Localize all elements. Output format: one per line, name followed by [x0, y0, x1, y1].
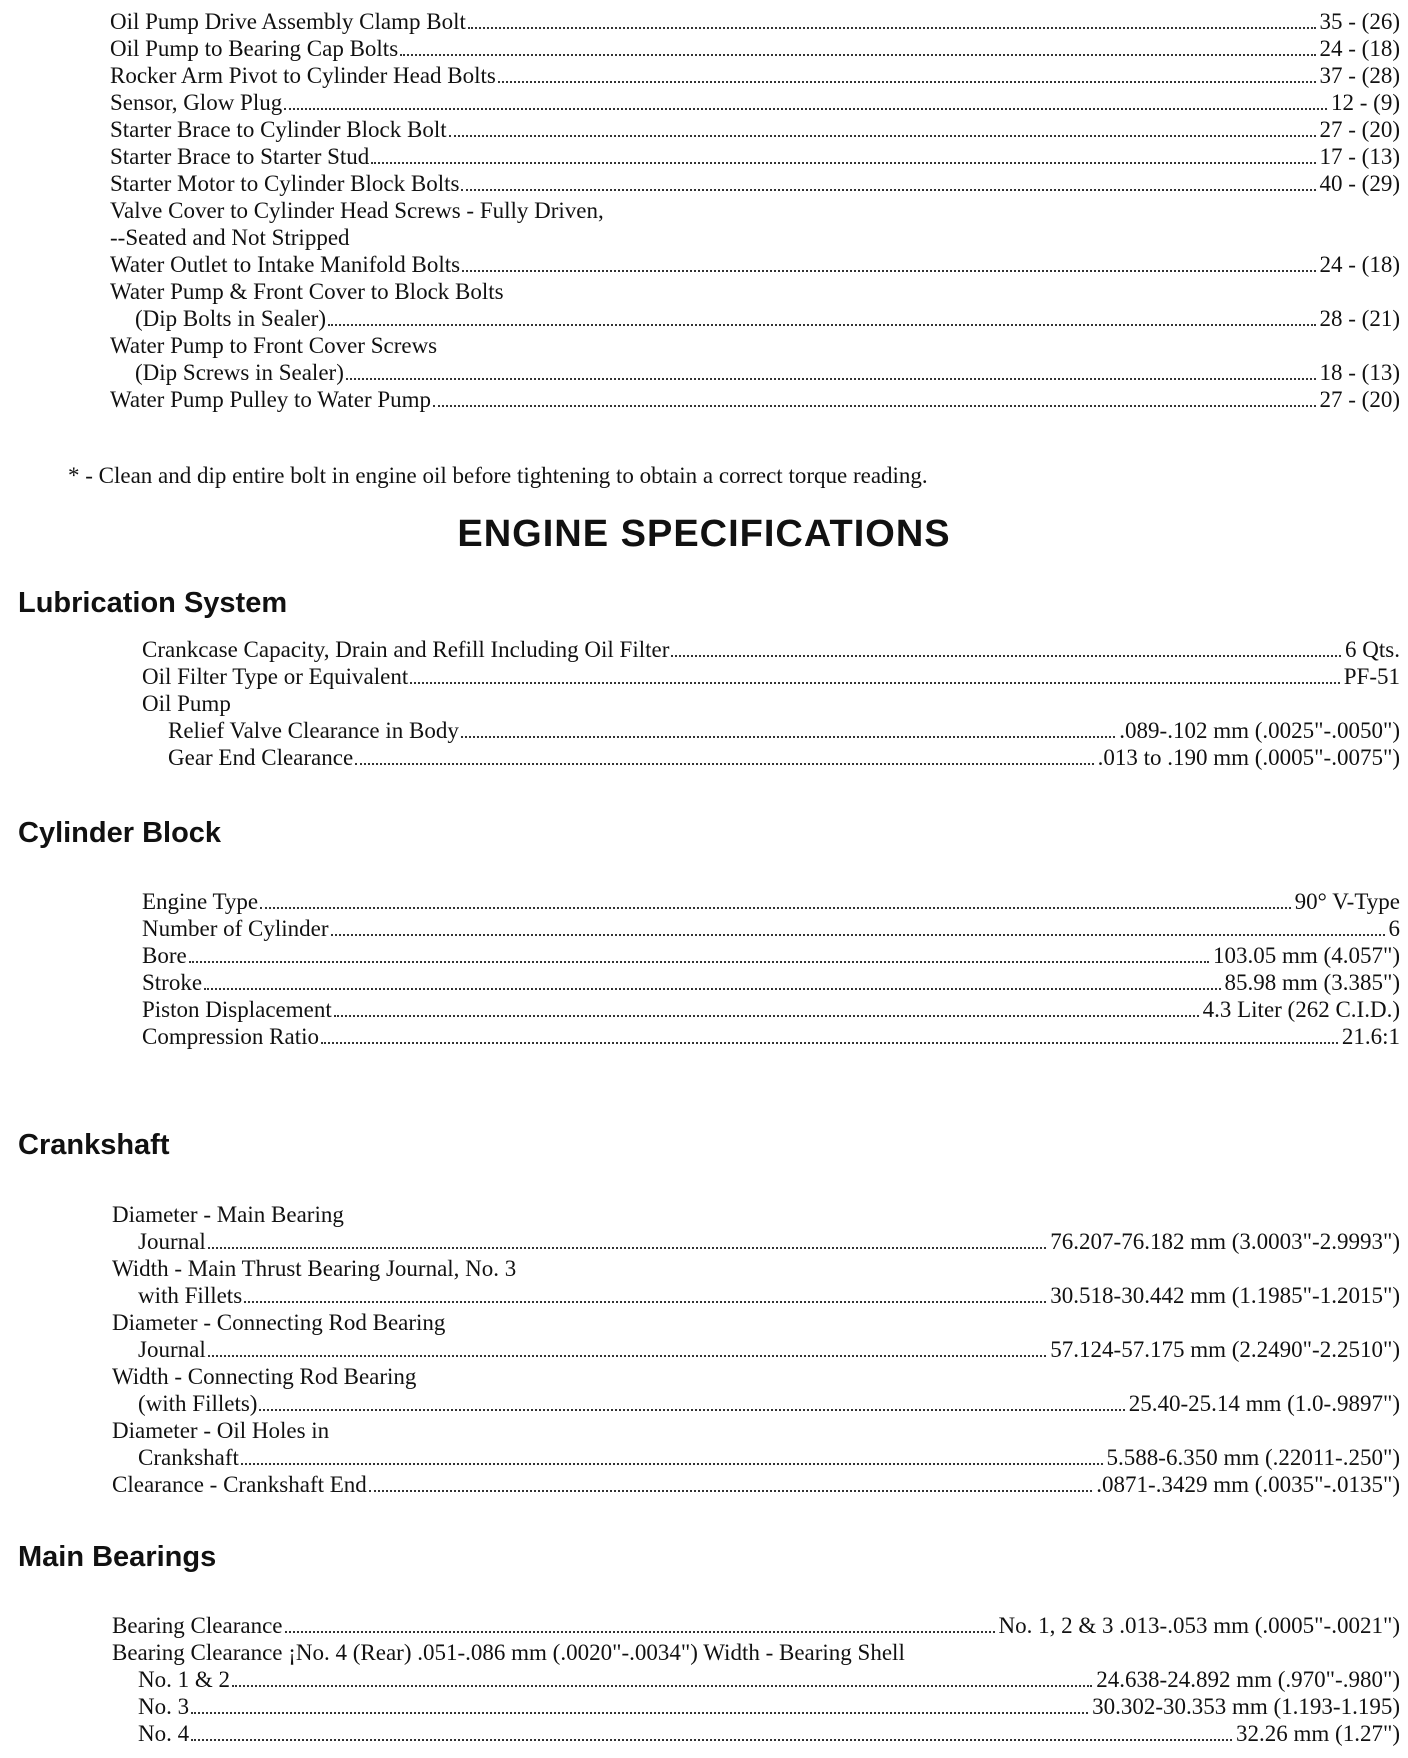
row-value: 35 - (26) [1319, 9, 1400, 34]
spec-row [112, 1417, 1400, 1444]
spec-row [112, 1201, 1400, 1228]
row-label: Diameter - Oil Holes in [112, 1418, 330, 1443]
row-label: Oil Pump to Bearing Cap Bolts [110, 36, 399, 61]
row-label: Water Pump & Front Cover to Block Bolts [110, 279, 504, 304]
row-label: Oil Pump Drive Assembly Clamp Bolt [110, 9, 466, 34]
row-value: 25.40-25.14 mm (1.0-.9897") [1128, 1391, 1400, 1416]
row-value: 57.124-57.175 mm (2.2490"-2.2510") [1050, 1337, 1400, 1362]
dot-leader [191, 1712, 1088, 1714]
spec-row [142, 690, 1400, 717]
dot-leader [191, 1739, 1232, 1741]
row-label: Bearing Clearance ¡No. 4 (Rear) .051-.086 mm (.0020"-.0034") Width - Bearing Shell [112, 1640, 905, 1665]
dot-leader [400, 54, 1315, 56]
spec-row [142, 969, 1400, 996]
row-label: No. 3 [138, 1694, 190, 1719]
torque-row [110, 170, 1400, 197]
dot-leader [204, 988, 1220, 990]
row-label: Relief Valve Clearance in Body [168, 718, 459, 743]
dot-leader [232, 1685, 1092, 1687]
row-label: Water Outlet to Intake Manifold Bolts [110, 252, 461, 277]
row-label: Sensor, Glow Plug [110, 90, 283, 115]
spec-row [138, 1693, 1400, 1720]
dot-leader [449, 135, 1316, 137]
row-label: Width - Connecting Rod Bearing [112, 1364, 417, 1389]
dot-leader [498, 81, 1316, 83]
dot-leader [328, 324, 1316, 326]
row-value: 21.6:1 [1341, 1024, 1400, 1049]
torque-row [110, 224, 1400, 251]
spec-row [142, 915, 1400, 942]
spec-row [138, 1390, 1400, 1417]
row-value: 5.588-6.350 mm (.22011-.250") [1106, 1445, 1400, 1470]
dot-leader [321, 1042, 1338, 1044]
dot-leader [461, 189, 1315, 191]
row-label: with Fillets [138, 1283, 243, 1308]
dot-leader [355, 763, 1093, 765]
row-value: 24.638-24.892 mm (.970"-.980") [1096, 1667, 1400, 1692]
row-value: 40 - (29) [1319, 171, 1400, 196]
row-label: Gear End Clearance [168, 745, 354, 770]
row-label: Water Pump to Front Cover Screws [110, 333, 438, 358]
row-label: Journal [138, 1229, 206, 1254]
dot-leader [241, 1463, 1103, 1465]
spec-row [142, 1023, 1400, 1050]
row-value: 37 - (28) [1319, 63, 1400, 88]
row-value: 12 - (9) [1331, 90, 1400, 115]
spec-row [138, 1666, 1400, 1693]
torque-row [110, 332, 1400, 359]
dot-leader [410, 682, 1339, 684]
row-value: 17 - (13) [1319, 144, 1400, 169]
row-value: .089-.102 mm (.0025"-.0050") [1119, 718, 1400, 743]
spec-row [112, 1309, 1400, 1336]
row-label: Compression Ratio [142, 1024, 319, 1049]
torque-row [110, 62, 1400, 89]
row-label: Crankcase Capacity, Drain and Refill Including Oil Filter [142, 637, 670, 662]
dot-leader [433, 405, 1315, 407]
spec-row [168, 717, 1400, 744]
dot-leader [284, 108, 1327, 110]
dot-leader [468, 27, 1316, 29]
row-label: (Dip Screws in Sealer) [135, 360, 344, 385]
row-value: No. 1, 2 & 3 .013-.053 mm (.0005"-.0021") [998, 1613, 1400, 1638]
spec-row [112, 1255, 1400, 1282]
row-value: 32.26 mm (1.27") [1236, 1721, 1400, 1746]
torque-row [110, 251, 1400, 278]
torque-row [135, 359, 1400, 386]
torque-row [110, 143, 1400, 170]
torque-row [110, 197, 1400, 224]
row-value: 18 - (13) [1319, 360, 1400, 385]
row-value: .0871-.3429 mm (.0035"-.0135") [1096, 1472, 1400, 1497]
row-label: No. 4 [138, 1721, 190, 1746]
torque-row [110, 8, 1400, 35]
row-label: Oil Pump [142, 691, 231, 716]
row-label: Bore [142, 943, 187, 968]
row-label: (with Fillets) [138, 1391, 258, 1416]
row-value: 90° V-Type [1294, 889, 1400, 914]
spec-row [112, 1363, 1400, 1390]
spec-row [112, 1639, 1400, 1666]
dot-leader [208, 1355, 1047, 1357]
row-value: .013 to .190 mm (.0005"-.0075") [1097, 745, 1400, 770]
torque-row [135, 305, 1400, 332]
dot-leader [671, 655, 1341, 657]
row-value: 28 - (21) [1319, 306, 1400, 331]
spec-row [142, 942, 1400, 969]
row-label: Rocker Arm Pivot to Cylinder Head Bolts [110, 63, 496, 88]
section-heading: Main Bearings [18, 1541, 217, 1573]
dot-leader [259, 1409, 1124, 1411]
row-label: (Dip Bolts in Sealer) [135, 306, 326, 331]
spec-row [168, 744, 1400, 771]
row-label: Clearance - Crankshaft End [112, 1472, 367, 1497]
dot-leader [369, 1490, 1092, 1492]
row-label: Diameter - Connecting Rod Bearing [112, 1310, 446, 1335]
row-label: Stroke [142, 970, 203, 995]
spec-row [138, 1228, 1400, 1255]
row-label: Bearing Clearance [112, 1613, 283, 1638]
dot-leader [461, 736, 1115, 738]
spec-row [142, 888, 1400, 915]
row-label: Starter Brace to Cylinder Block Bolt [110, 117, 447, 142]
row-value: 24 - (18) [1319, 36, 1400, 61]
row-label: Engine Type [142, 889, 259, 914]
row-label: Diameter - Main Bearing [112, 1202, 344, 1227]
row-value: 4.3 Liter (262 C.I.D.) [1202, 997, 1400, 1022]
torque-row [110, 386, 1400, 413]
row-label: Water Pump Pulley to Water Pump [110, 387, 432, 412]
spec-row [142, 636, 1400, 663]
row-value: 27 - (20) [1319, 117, 1400, 142]
row-label: --Seated and Not Stripped [110, 225, 350, 250]
row-label: Starter Motor to Cylinder Block Bolts [110, 171, 460, 196]
section-heading: Crankshaft [18, 1129, 170, 1161]
row-value: 6 [1388, 916, 1400, 941]
dot-leader [331, 934, 1385, 936]
spec-row [112, 1471, 1400, 1498]
row-label: Oil Filter Type or Equivalent [142, 664, 409, 689]
row-value: 27 - (20) [1319, 387, 1400, 412]
dot-leader [334, 1015, 1199, 1017]
dot-leader [244, 1301, 1046, 1303]
spec-row [142, 663, 1400, 690]
row-label: Width - Main Thrust Bearing Journal, No. 3 [112, 1256, 517, 1281]
footnote: * - Clean and dip entire bolt in engine oil before tightening to obtain a correct torque reading. [68, 463, 928, 488]
page-title: ENGINE SPECIFICATIONS [457, 513, 951, 555]
row-label: Starter Brace to Starter Stud [110, 144, 370, 169]
torque-row [110, 35, 1400, 62]
spec-row [138, 1336, 1400, 1363]
row-value: PF-51 [1343, 664, 1400, 689]
row-value: 6 Qts. [1345, 637, 1400, 662]
row-value: 85.98 mm (3.385") [1224, 970, 1400, 995]
spec-row [138, 1282, 1400, 1309]
spec-row [138, 1444, 1400, 1471]
row-label: Number of Cylinder [142, 916, 329, 941]
section-heading: Cylinder Block [18, 817, 222, 849]
dot-leader [371, 162, 1315, 164]
row-label: Piston Displacement [142, 997, 332, 1022]
row-label: No. 1 & 2 [138, 1667, 230, 1692]
dot-leader [462, 270, 1315, 272]
row-value: 30.518-30.442 mm (1.1985"-1.2015") [1050, 1283, 1400, 1308]
row-label: Journal [138, 1337, 206, 1362]
dot-leader [260, 907, 1291, 909]
row-value: 30.302-30.353 mm (1.193-1.195) [1092, 1694, 1400, 1719]
row-label: Crankshaft [138, 1445, 239, 1470]
spec-row [112, 1612, 1400, 1639]
dot-leader [189, 961, 1209, 963]
spec-row [142, 996, 1400, 1023]
spec-row [138, 1720, 1400, 1747]
torque-row [110, 89, 1400, 116]
row-value: 103.05 mm (4.057") [1213, 943, 1400, 968]
dot-leader [346, 378, 1316, 380]
torque-row [110, 278, 1400, 305]
dot-leader [208, 1247, 1047, 1249]
section-heading: Lubrication System [18, 587, 288, 619]
row-value: 24 - (18) [1319, 252, 1400, 277]
torque-row [110, 116, 1400, 143]
row-value: 76.207-76.182 mm (3.0003"-2.9993") [1050, 1229, 1400, 1254]
dot-leader [285, 1631, 995, 1633]
row-label: Valve Cover to Cylinder Head Screws - Fully Driven, [110, 198, 604, 223]
